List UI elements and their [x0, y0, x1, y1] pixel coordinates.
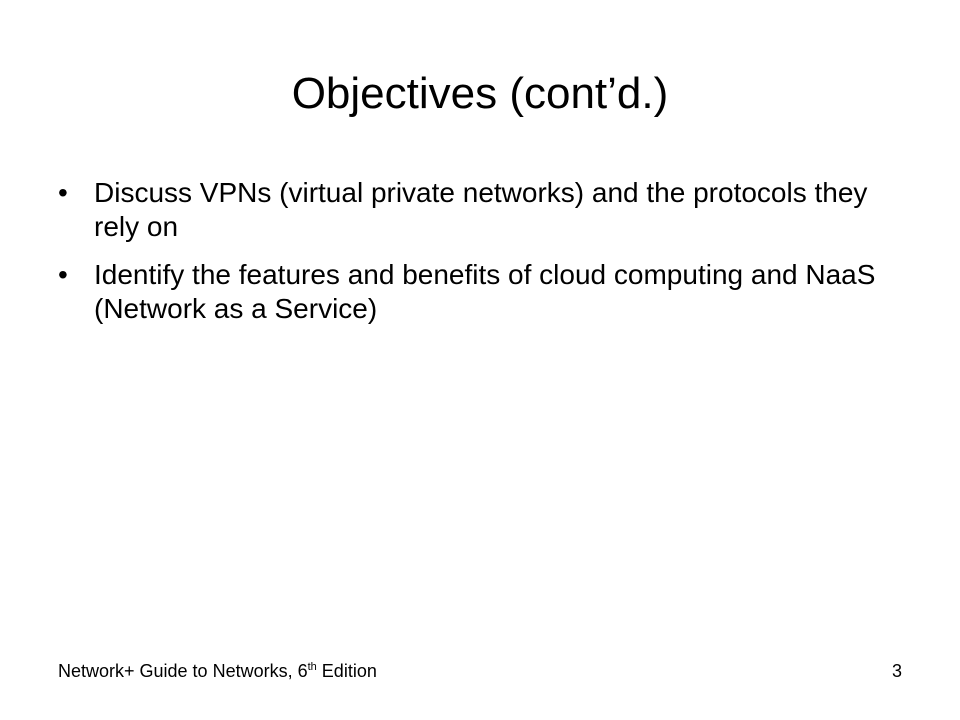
footer-book-title	[58, 660, 377, 682]
bullet-item	[58, 176, 918, 244]
page-number: 3	[891, 661, 902, 681]
footer-book-prefix: Network+ Guide to Networks, 6	[58, 661, 308, 681]
footer-book-suffix: Edition	[316, 661, 377, 681]
bullet-text: Identify the features and benefits of cloud computing and NaaS (Network as a Service)	[94, 259, 876, 324]
slide-title: Objectives (cont’d.)	[291, 69, 669, 118]
bullet-text: Discuss VPNs (virtual private networks) and the protocols they rely on	[94, 177, 868, 242]
bullet-marker: •	[58, 177, 68, 208]
bullet-list	[58, 176, 918, 340]
footer-edition-sup: th	[307, 661, 317, 673]
bullet-marker: •	[58, 259, 68, 290]
bullet-item	[58, 258, 918, 326]
